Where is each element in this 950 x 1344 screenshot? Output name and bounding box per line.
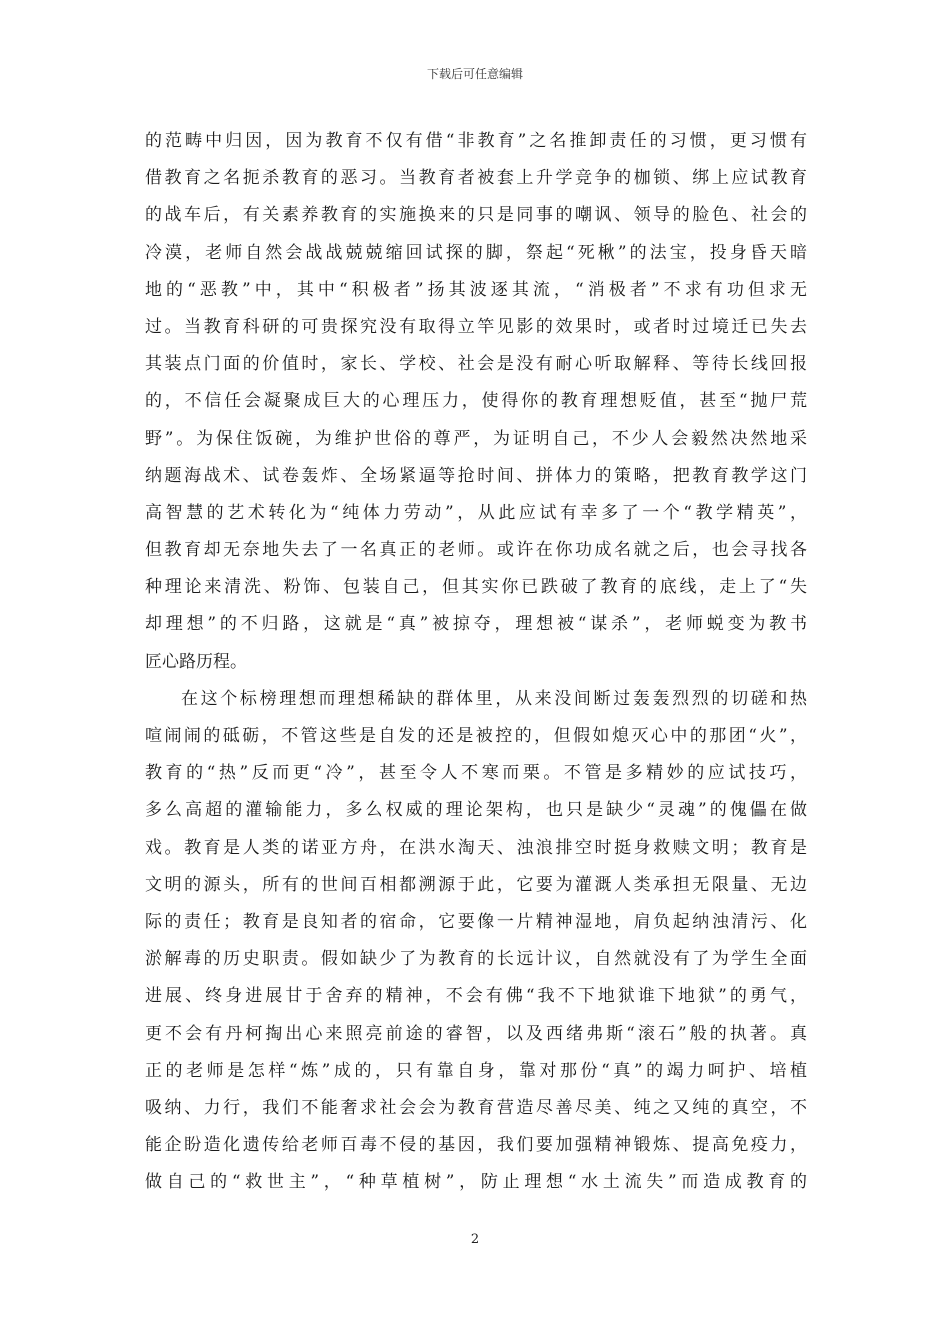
text-line: 能企盼造化遗传给老师百毒不侵的基因，我们要加强精神锻炼、提高免疫力， [145, 1135, 807, 1156]
paragraph-2 [145, 681, 807, 1202]
text-line: 际的责任；教育是良知者的宿命，它要像一片精神湿地，肩负起纳浊清污、化 [145, 911, 807, 932]
text-line: 借教育之名扼杀教育的恶习。当教育者被套上升学竞争的枷锁、绑上应试教育 [145, 168, 807, 189]
text-line: 教育的“热”反而更“冷”，甚至令人不寒而栗。不管是多精妙的应试技巧， [145, 763, 807, 784]
page-number: 2 [470, 1232, 480, 1247]
page-header-note: 下载后可任意编辑 [426, 67, 523, 81]
text-line: 的范畴中归因，因为教育不仅有借“非教育”之名推卸责任的习惯，更习惯有 [145, 131, 807, 151]
text-line: 却理想”的不归路，这就是“真”被掠夺，理想被“谋杀”，老师蜕变为教书 [145, 614, 807, 635]
text-line: 淤解毒的历史职责。假如缺少了为教育的长远计议，自然就没有了为学生全面 [145, 949, 807, 970]
paragraph-1 [145, 123, 807, 681]
document-body [145, 123, 807, 1201]
text-line: 多么高超的灌输能力，多么权威的理论架构，也只是缺少“灵魂”的傀儡在做 [145, 800, 807, 821]
text-line: 野”。为保住饭碗，为维护世俗的尊严，为证明自己，不少人会毅然决然地采 [145, 428, 807, 449]
text-line: 地的“恶教”中，其中“积极者”扬其波逐其流，“消极者”不求有功但求无 [145, 279, 807, 300]
text-line: 的战车后，有关素养教育的实施换来的只是同事的嘲讽、领导的脸色、社会的 [145, 205, 807, 226]
text-line: 高智慧的艺术转化为“纯体力劳动”，从此应试有幸多了一个“教学精英”， [145, 502, 807, 523]
text-line: 吸纳、力行，我们不能奢求社会会为教育营造尽善尽美、纯之又纯的真空，不 [145, 1097, 807, 1118]
text-line: 文明的源头，所有的世间百相都溯源于此，它要为灌溉人类承担无限量、无边 [145, 874, 807, 895]
text-line: 进展、终身进展甘于舍弃的精神，不会有佛“我不下地狱谁下地狱”的勇气， [145, 986, 807, 1007]
text-line: 戏。教育是人类的诺亚方舟，在洪水淘天、浊浪排空时挺身救赎文明；教育是 [145, 837, 807, 858]
text-line: 纳题海战术、试卷轰炸、全场紧逼等抢时间、拼体力的策略，把教育教学这门 [145, 465, 807, 486]
text-line: 但教育却无奈地失去了一名真正的老师。或许在你功成名就之后，也会寻找各 [145, 540, 807, 561]
text-line: 正的老师是怎样“炼”成的，只有靠自身，靠对那份“真”的竭力呵护、培植 [145, 1060, 807, 1081]
text-line: 冷漠，老师自然会战战兢兢缩回试探的脚，祭起“死楸”的法宝，投身昏天暗 [145, 242, 807, 263]
text-line: 更不会有丹柯掏出心来照亮前途的睿智，以及西绪弗斯“滚石”般的执著。真 [145, 1023, 807, 1044]
text-line: 其装点门面的价值时，家长、学校、社会是没有耐心听取解释、等待长线回报 [145, 354, 807, 375]
text-line: 匠心路历程。 [145, 651, 247, 672]
text-line: 喧闹闹的砥砺，不管这些是自发的还是被控的，但假如熄灭心中的那团“火”， [145, 726, 807, 746]
text-line: 种理论来清洗、粉饰、包装自己，但其实你已跌破了教育的底线，走上了“失 [145, 577, 807, 598]
text-line: 的，不信任会凝聚成巨大的心理压力，使得你的教育理想贬值，甚至“抛尸荒 [145, 391, 807, 412]
text-line: 过。当教育科研的可贵探究没有取得立竿见影的效果时，或者时过境迁已失去 [145, 316, 807, 337]
text-line: 在这个标榜理想而理想稀缺的群体里，从来没间断过轰轰烈烈的切磋和热 [181, 688, 807, 709]
text-line: 做自己的“救世主”，“种草植树”，防止理想“水土流失”而造成教育的 [145, 1172, 807, 1193]
